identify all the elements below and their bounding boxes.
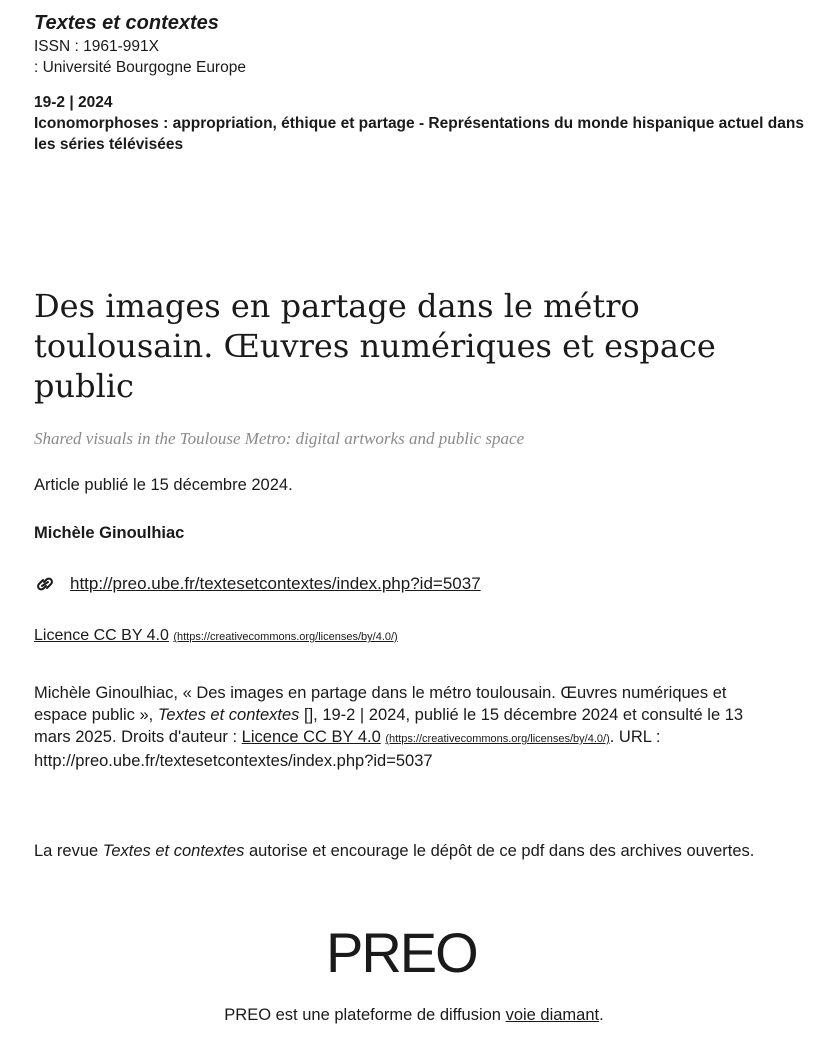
journal-issn: ISSN : 1961-991X [34, 38, 159, 55]
archive-notice [34, 840, 784, 862]
citation-licence-url[interactable]: (https://creativecommons.org/licenses/by/4.0/) [385, 733, 610, 745]
journal-title: Textes et contextes [34, 12, 219, 34]
citation-text-1: Michèle Ginoulhiac, « Des images en partage dans le métro toulousain. Œuvres numériques et espace public », [34, 684, 727, 724]
archive-journal: Textes et contextes [102, 842, 245, 860]
issue-block [34, 92, 804, 155]
issue-number: 19-2 | 2024 [34, 94, 113, 111]
footer-text-after: . [599, 1006, 604, 1024]
citation-journal: Textes et contextes [157, 706, 300, 724]
citation-text-2: [], 19-2 | 2024, publié le 15 décembre 2024 et consulté le 13 mars 2025. Droits d'auteur : [34, 706, 744, 746]
article-url-row [34, 574, 481, 594]
preo-logo [324, 922, 504, 980]
issue-theme: Iconomorphoses : appropriation, éthique et partage - Représentations du monde hispanique actuel dans les séries télévisées [34, 115, 804, 153]
licence-line [34, 627, 398, 645]
article-url-link[interactable]: http://preo.ube.fr/textesetcontextes/index.php?id=5037 [70, 574, 481, 593]
voie-diamant-link[interactable]: voie diamant [505, 1006, 600, 1024]
document-page [34, 10, 804, 1024]
footer-text [34, 1006, 794, 1025]
licence-link[interactable]: Licence CC BY 4.0 [34, 627, 169, 644]
journal-publisher: : Université Bourgogne Europe [34, 59, 246, 76]
link-icon [34, 576, 56, 592]
article-subtitle: Shared visuals in the Toulouse Metro: digital artworks and public space [34, 429, 525, 448]
citation-licence-link[interactable]: Licence CC BY 4.0 [241, 728, 381, 746]
licence-url-link[interactable]: (https://creativecommons.org/licenses/by/4.0/) [173, 631, 398, 643]
archive-suffix: autorise et encourage le dépôt de ce pdf dans des archives ouvertes. [244, 842, 755, 860]
preo-logo-text: PREO [326, 922, 477, 980]
citation-paragraph [34, 682, 784, 772]
publication-date: Article publié le 15 décembre 2024. [34, 476, 293, 494]
article-title: Des images en partage dans le métro toulousain. Œuvres numériques et espace public [34, 287, 716, 405]
footer-text-before: PREO est une plateforme de diffusion [224, 1006, 506, 1024]
archive-prefix: La revue [34, 842, 103, 860]
author-name: Michèle Ginoulhiac [34, 524, 185, 542]
citation-url-label: . URL : [609, 728, 661, 746]
citation-url: http://preo.ube.fr/textesetcontextes/index.php?id=5037 [34, 752, 433, 770]
